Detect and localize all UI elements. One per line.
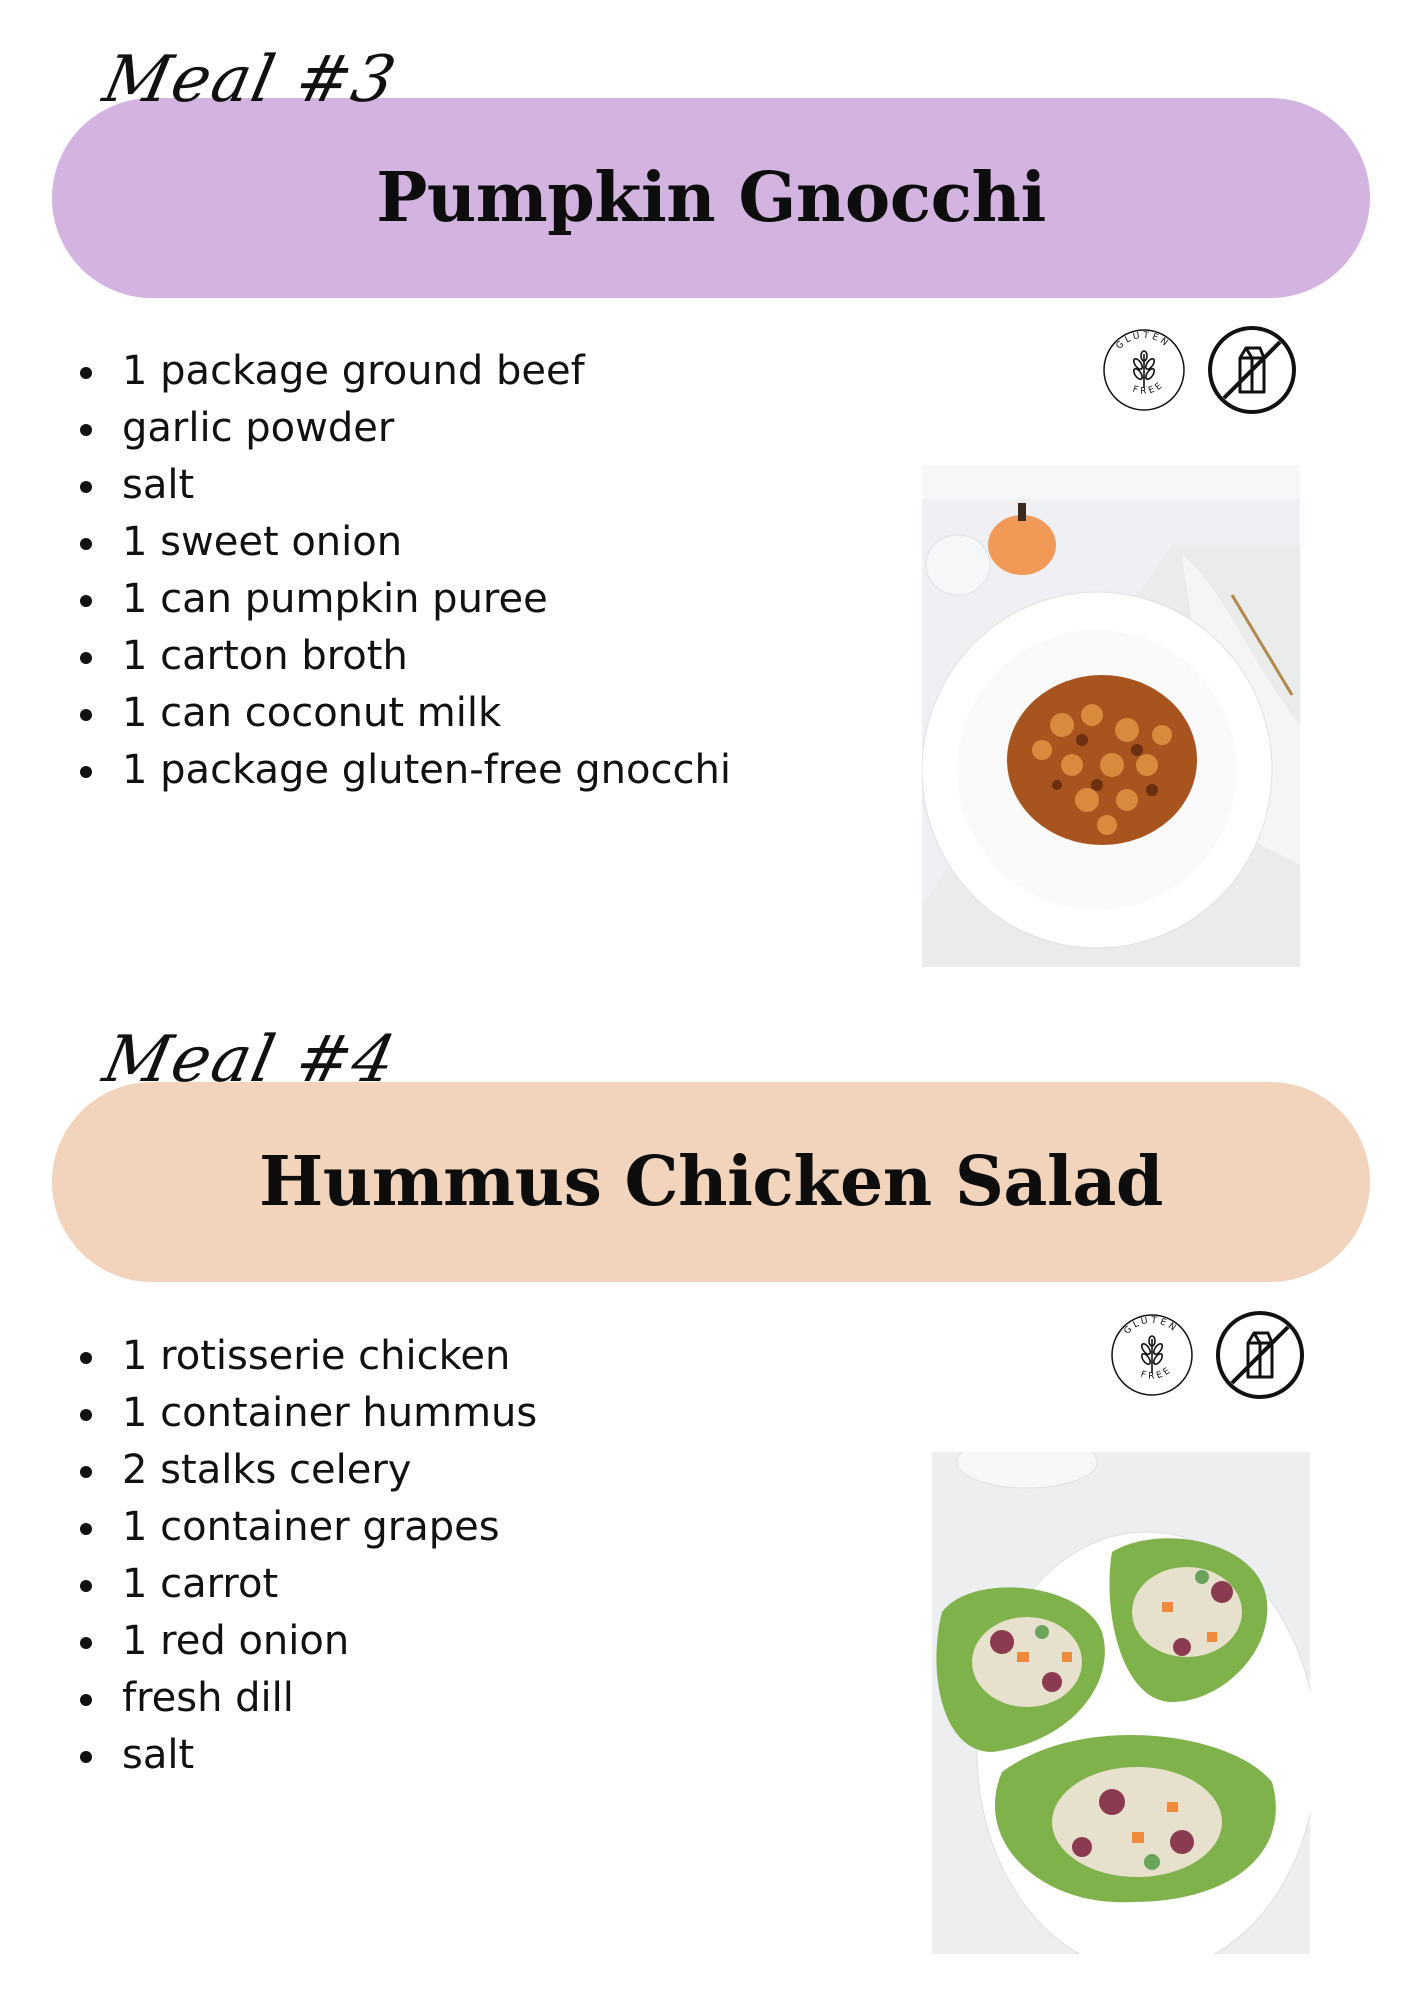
svg-text:GLUTEN: GLUTEN: [1122, 1315, 1180, 1337]
list-item: garlic powder: [78, 400, 731, 457]
wheat-icon: [1140, 1336, 1164, 1373]
svg-text:GLUTEN: GLUTEN: [1114, 330, 1172, 352]
title-banner: [52, 1082, 1370, 1282]
svg-text:FREE: FREE: [1131, 379, 1167, 397]
list-item: 1 red onion: [78, 1613, 537, 1670]
no-dairy-icon: [1206, 324, 1298, 416]
list-item: 1 container grapes: [78, 1499, 537, 1556]
list-item: 1 can coconut milk: [78, 685, 731, 742]
list-item: 1 can pumpkin puree: [78, 571, 731, 628]
title-banner: [52, 98, 1370, 298]
list-item: 1 package ground beef: [78, 343, 731, 400]
list-item: 1 rotisserie chicken: [78, 1328, 537, 1385]
recipe-photo-chicken-salad: [932, 1452, 1310, 1954]
meal-label: Meal #4: [97, 1023, 404, 1097]
list-item: salt: [78, 1727, 537, 1784]
meal-label: Meal #3: [97, 43, 404, 117]
gluten-free-icon: [1098, 324, 1190, 416]
list-item: salt: [78, 457, 731, 514]
diet-badges: [1098, 324, 1298, 416]
recipe-title: Hummus Chicken Salad: [259, 1142, 1163, 1222]
ingredient-list: [78, 343, 731, 799]
recipe-photo-gnocchi: [922, 465, 1300, 967]
gluten-free-icon: [1106, 1309, 1198, 1401]
list-item: 1 container hummus: [78, 1385, 537, 1442]
list-item: 1 carton broth: [78, 628, 731, 685]
wheat-icon: [1132, 351, 1156, 388]
list-item: 2 stalks celery: [78, 1442, 537, 1499]
svg-text:FREE: FREE: [1139, 1364, 1175, 1382]
recipe-title: Pumpkin Gnocchi: [376, 158, 1046, 238]
ingredient-list: [78, 1328, 537, 1784]
list-item: 1 carrot: [78, 1556, 537, 1613]
diet-badges: [1106, 1309, 1306, 1401]
list-item: 1 sweet onion: [78, 514, 731, 571]
list-item: 1 package gluten-free gnocchi: [78, 742, 731, 799]
list-item: fresh dill: [78, 1670, 537, 1727]
no-dairy-icon: [1214, 1309, 1306, 1401]
